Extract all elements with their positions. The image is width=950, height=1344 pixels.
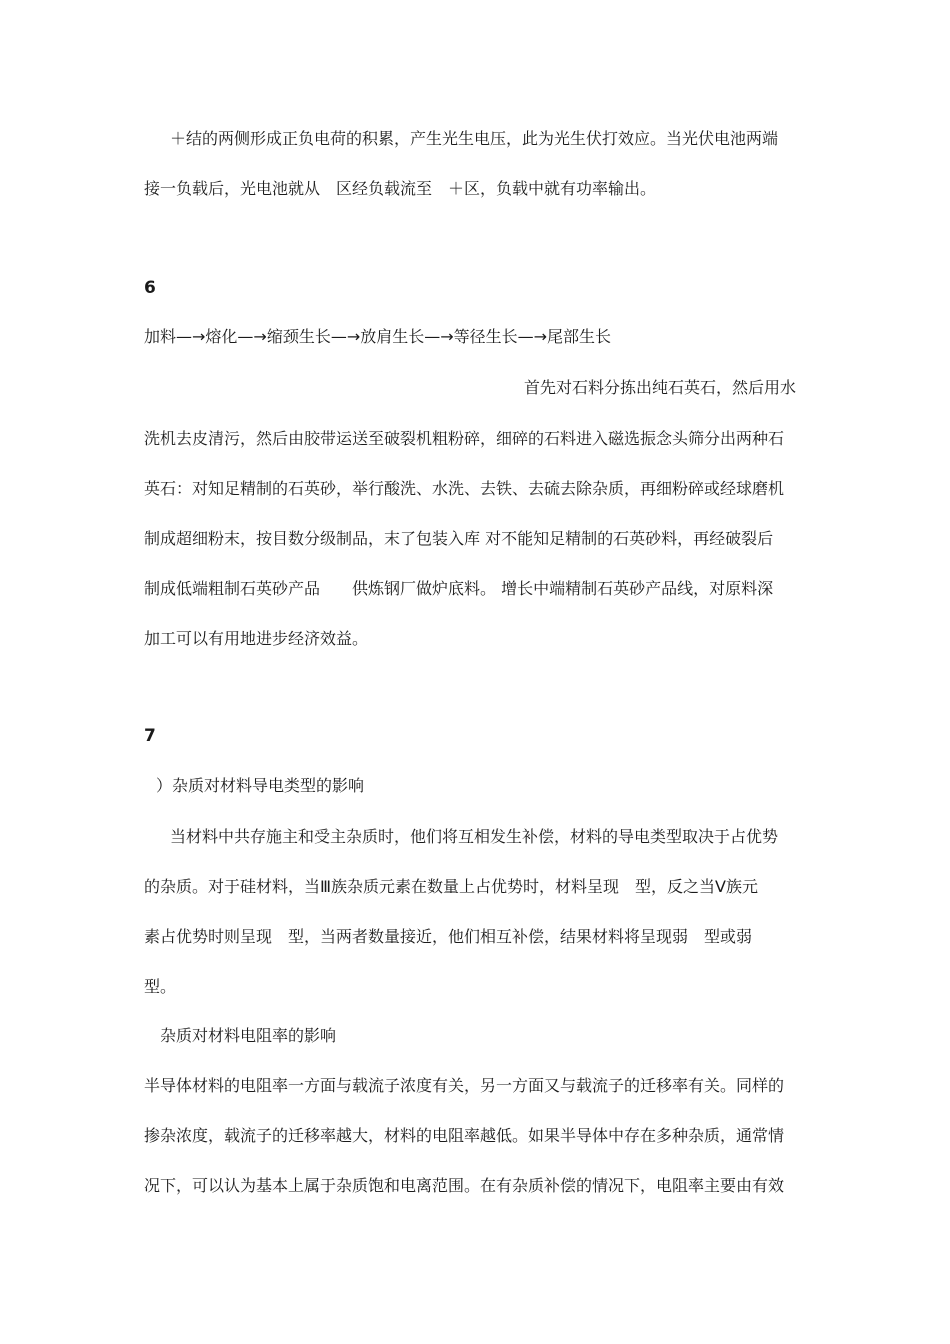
s7-p1-line-1: 当材料中共存施主和受主杂质时，他们将互相发生补偿，材料的导电类型取决于占优势: [170, 827, 779, 846]
s6-line-4: 制成超细粉末，按目数分级制品，末了包装入库 对不能知足精制的石英砂料，再经破裂后: [144, 529, 774, 548]
s7-heading-1: ）杂质对材料导电类型的影响: [156, 776, 365, 795]
intro-line-1: ＋结的两侧形成正负电荷的积累，产生光生电压，此为光生伏打效应。当光伏电池两端: [170, 129, 779, 148]
s6-line-6: 加工可以有用地进步经济效益。: [144, 629, 369, 648]
section-number-7: 7: [144, 726, 156, 746]
intro-line-2: 接一负载后，光电池就从 区经负载流至 ＋区，负载中就有功率输出。: [144, 179, 657, 198]
s6-line-5: 制成低端粗制石英砂产品 供炼钢厂做炉底料。 增长中端精制石英砂产品线，对原料深: [144, 579, 774, 598]
s7-p2-line-3: 况下，可以认为基本上属于杂质饱和电离范围。在有杂质补偿的情况下，电阻率主要由有效: [144, 1176, 785, 1195]
s6-line-1: 首先对石料分拣出纯石英石，然后用水: [524, 378, 797, 397]
s7-p1-line-3: 素占优势时则呈现 型，当两者数量接近，他们相互补偿，结果材料将呈现弱 型或弱: [144, 927, 753, 946]
s6-line-3: 英石：对知足精制的石英砂，举行酸洗、水洗、去铁、去硫去除杂质，再细粉碎或经球磨机: [144, 479, 785, 498]
s7-p1-line-2: 的杂质。对于硅材料，当Ⅲ族杂质元素在数量上占优势时，材料呈现 型，反之当Ⅴ族元: [144, 877, 758, 896]
s7-heading-2: 杂质对材料电阻率的影响: [160, 1026, 337, 1045]
s7-p1-line-4: 型。: [144, 977, 177, 996]
section-number-6: 6: [144, 278, 156, 298]
process-flow: 加料—→熔化—→缩颈生长—→放肩生长—→等径生长—→尾部生长: [144, 327, 612, 346]
s7-p2-line-2: 掺杂浓度，载流子的迁移率越大，材料的电阻率越低。如果半导体中存在多种杂质，通常情: [144, 1126, 785, 1145]
s7-p2-line-1: 半导体材料的电阻率一方面与载流子浓度有关，另一方面又与载流子的迁移率有关。同样的: [144, 1076, 785, 1095]
s6-line-2: 洗机去皮清污，然后由胶带运送至破裂机粗粉碎，细碎的石料进入磁选振念头筛分出两种石: [144, 429, 785, 448]
